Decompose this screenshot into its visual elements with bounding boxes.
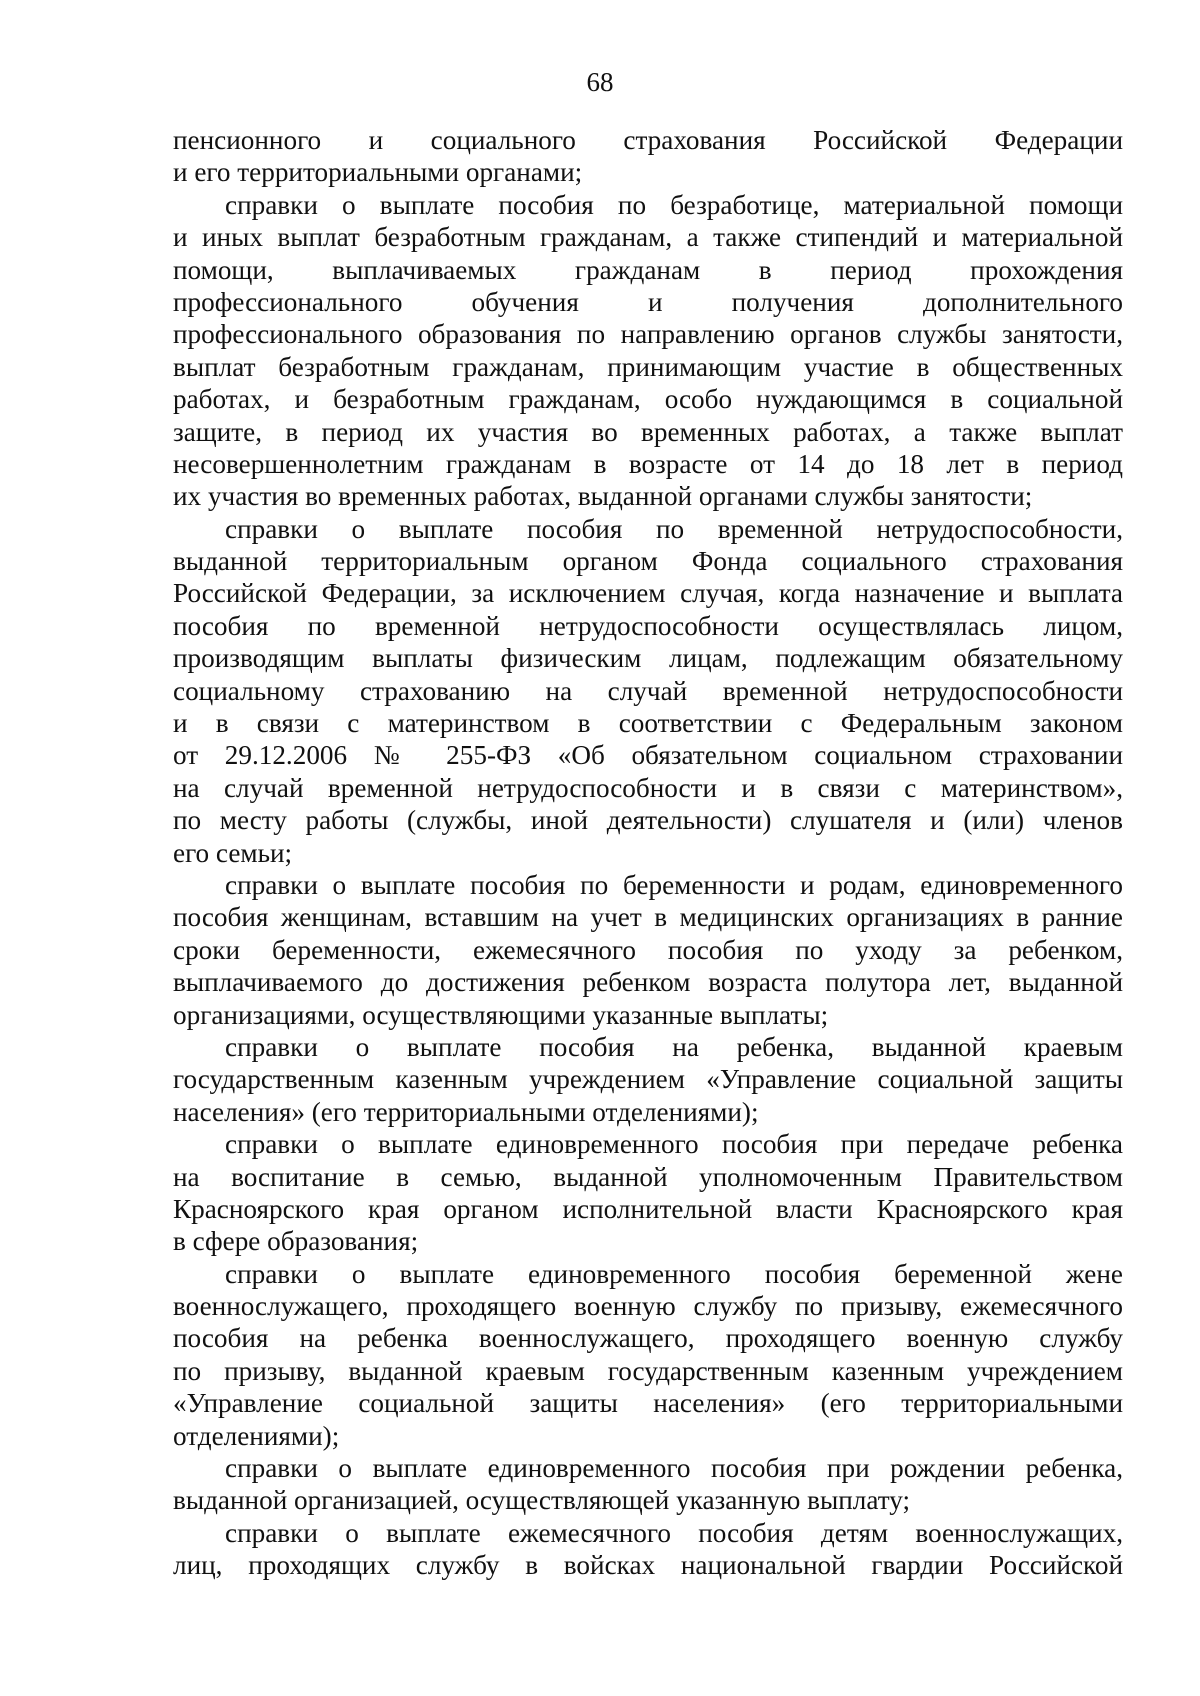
text-line: выплачиваемого до достижения ребенком возраста полутора лет, выданной — [173, 967, 1123, 998]
text-line: защите, в период их участия во временных работах, а также выплат — [173, 416, 1123, 447]
text-line: профессионального образования по направлению органов службы занятости, — [173, 319, 1123, 350]
text-line: населения» (его территориальными отделениями); — [173, 1096, 759, 1127]
text-line: Российской Федерации, за исключением случая, когда назначение и выплата — [173, 578, 1123, 609]
text-line: производящим выплаты физическим лицам, подлежащим обязательному — [173, 643, 1123, 674]
text-line: справки о выплате единовременного пособия при рождении ребенка, — [225, 1453, 1123, 1484]
text-line: помощи, выплачиваемых гражданам в период прохождения — [173, 254, 1123, 285]
text-line: «Управление социальной защиты населения» (его территориальными — [173, 1388, 1123, 1419]
page-number: 68 — [586, 67, 614, 97]
text-line: в сфере образования; — [173, 1226, 419, 1257]
text-line: справки о выплате пособия по временной нетрудоспособности, — [225, 513, 1123, 544]
text-line: сроки беременности, ежемесячного пособия по уходу за ребенком, — [173, 934, 1123, 965]
text-line: справки о выплате ежемесячного пособия детям военнослужащих, — [225, 1517, 1123, 1548]
text-line: по месту работы (службы, иной деятельности) слушателя и (или) членов — [173, 805, 1123, 836]
text-line: справки о выплате пособия на ребенка, выданной краевым — [225, 1031, 1123, 1062]
text-line: от 29.12.2006 № 255-ФЗ «Об обязательном социальном страховании — [173, 740, 1123, 771]
text-line: справки о выплате единовременного пособия беременной жене — [225, 1258, 1123, 1289]
text-line: справки о выплате пособия по беременности и родам, единовременного — [225, 869, 1123, 900]
text-line: и его территориальными органами; — [173, 157, 583, 188]
text-line: выплат безработным гражданам, принимающим участие в общественных — [173, 351, 1123, 382]
text-line: пособия женщинам, вставшим на учет в медицинских организациях в ранние — [173, 902, 1123, 933]
text-line: их участия во временных работах, выданной органами службы занятости; — [173, 481, 1033, 512]
text-line: организациями, осуществляющими указанные выплаты; — [173, 999, 829, 1030]
text-line: справки о выплате пособия по безработице, материальной помощи — [225, 189, 1123, 220]
text-line: пенсионного и социального страхования Российской Федерации — [173, 125, 1123, 155]
text-line: на случай временной нетрудоспособности и в связи с материнством», — [173, 772, 1123, 803]
text-line: и в связи с материнством в соответствии с Федеральным законом — [173, 708, 1123, 739]
text-line: его семьи; — [173, 837, 293, 868]
text-line: профессионального обучения и получения дополнительного — [173, 286, 1123, 317]
text-line: лиц, проходящих службу в войсках национальной гвардии Российской — [173, 1550, 1123, 1581]
text-line: Красноярского края органом исполнительной власти Красноярского края — [173, 1193, 1123, 1224]
text-line: по призыву, выданной краевым государственным казенным учреждением — [173, 1355, 1123, 1386]
text-line: несовершеннолетним гражданам в возрасте от 14 до 18 лет в период — [173, 448, 1123, 479]
text-line: справки о выплате единовременного пособия при передаче ребенка — [225, 1129, 1123, 1160]
text-line: государственным казенным учреждением «Управление социальной защиты — [173, 1064, 1123, 1095]
text-line: работах, и безработным гражданам, особо нуждающимся в социальной — [173, 384, 1123, 415]
text-line: на воспитание в семью, выданной уполномоченным Правительством — [173, 1161, 1123, 1192]
text-line: выданной территориальным органом Фонда социального страхования — [173, 546, 1123, 577]
text-line: отделениями); — [173, 1420, 340, 1451]
text-line: военнослужащего, проходящего военную службу по призыву, ежемесячного — [173, 1291, 1123, 1322]
text-line: пособия на ребенка военнослужащего, проходящего военную службу — [173, 1323, 1123, 1354]
text-line: и иных выплат безработным гражданам, а также стипендий и материальной — [173, 222, 1123, 253]
text-line: выданной организацией, осуществляющей указанную выплату; — [173, 1485, 911, 1516]
document-body — [173, 124, 1123, 1582]
text-line: социальному страхованию на случай временной нетрудоспособности — [173, 675, 1123, 706]
text-line: пособия по временной нетрудоспособности осуществлялась лицом, — [173, 610, 1123, 641]
